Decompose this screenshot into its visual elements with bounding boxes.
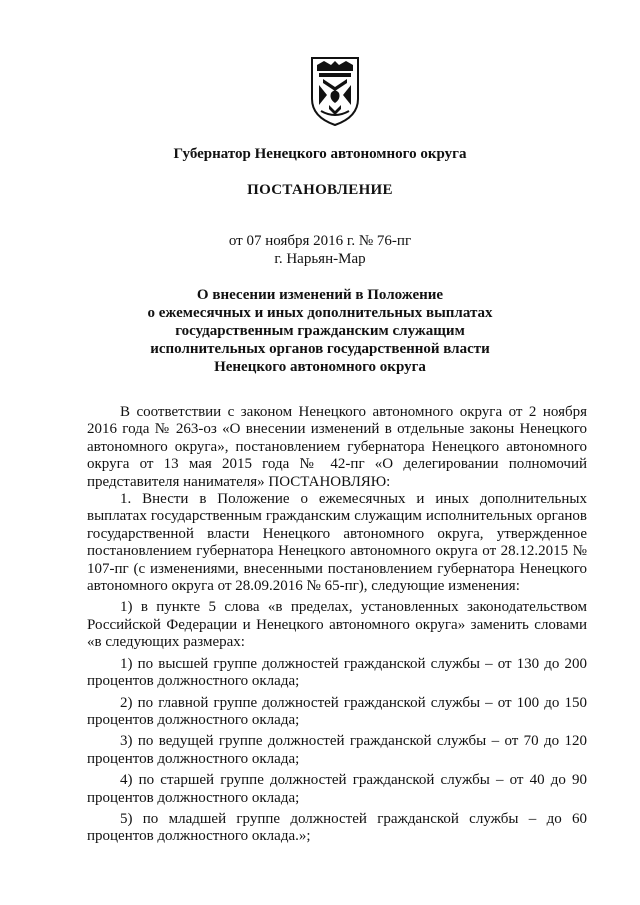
document-date-number: от 07 ноября 2016 г. № 76-пг (228, 233, 412, 249)
body-paragraph: 1) в пункте 5 слова «в пределах, установленных законодательством Российской Федерации и Ненецкого автономного округа» заменить словами «в следующих размерах: (87, 599, 587, 651)
title-line: государственным гражданским служащим (175, 323, 465, 339)
title-line: о ежемесячных и иных дополнительных выплатах (147, 305, 493, 321)
list-item: 5) по младшей группе должностей гражданской службы – до 60 процентов должностного оклада.»; (87, 810, 587, 845)
title-line: Ненецкого автономного округа (214, 359, 426, 375)
title-line: О внесении изменений в Положение (196, 287, 444, 303)
document-body (87, 404, 587, 846)
document-title (0, 286, 640, 376)
list-item: 4) по старшей группе должностей гражданской службы – от 40 до 90 процентов должностного оклада; (87, 772, 587, 806)
document-city: г. Нарьян-Мар (274, 251, 366, 267)
issuing-authority: Губернатор Ненецкого автономного округа (173, 146, 467, 162)
body-paragraph: 1. Внести в Положение о ежемесячных и иных дополнительных выплатах государственным гражданским служащим исполнительных органов государственной власти Ненецкого автономного округа, утвержденное постановлением губернатора Ненецкого автономного округа от 28.12.2015 № 107-пг (с изменениями, внесенными постановлением губернатора Ненецкого автономного округа от 28.09.2016 № 65-пг), следующие изменения: (87, 491, 587, 595)
list-item: 1) по высшей группе должностей гражданской службы – от 130 до 200 процентов должностного оклада; (87, 655, 587, 690)
title-line: исполнительных органов государственной власти (150, 341, 490, 357)
list-item: 3) по ведущей группе должностей гражданской службы – от 70 до 120 процентов должностного оклада; (87, 733, 587, 767)
preamble-paragraph: В соответствии с законом Ненецкого автономного округа от 2 ноября 2016 года № 263-оз «О внесении изменений в отдельные законы Ненецкого автономного округа», постановлением губернатора Ненецкого автономного округа от 13 мая 2015 года № 42-пг «О делегировании полномочий представителя нанимателя» ПОСТАНОВЛЯЮ: (87, 404, 587, 490)
document-type: ПОСТАНОВЛЕНИЕ (247, 182, 393, 198)
list-item: 2) по главной группе должностей гражданской службы – от 100 до 150 процентов должностного оклада; (87, 694, 587, 728)
nenets-coat-of-arms-icon (309, 55, 361, 127)
